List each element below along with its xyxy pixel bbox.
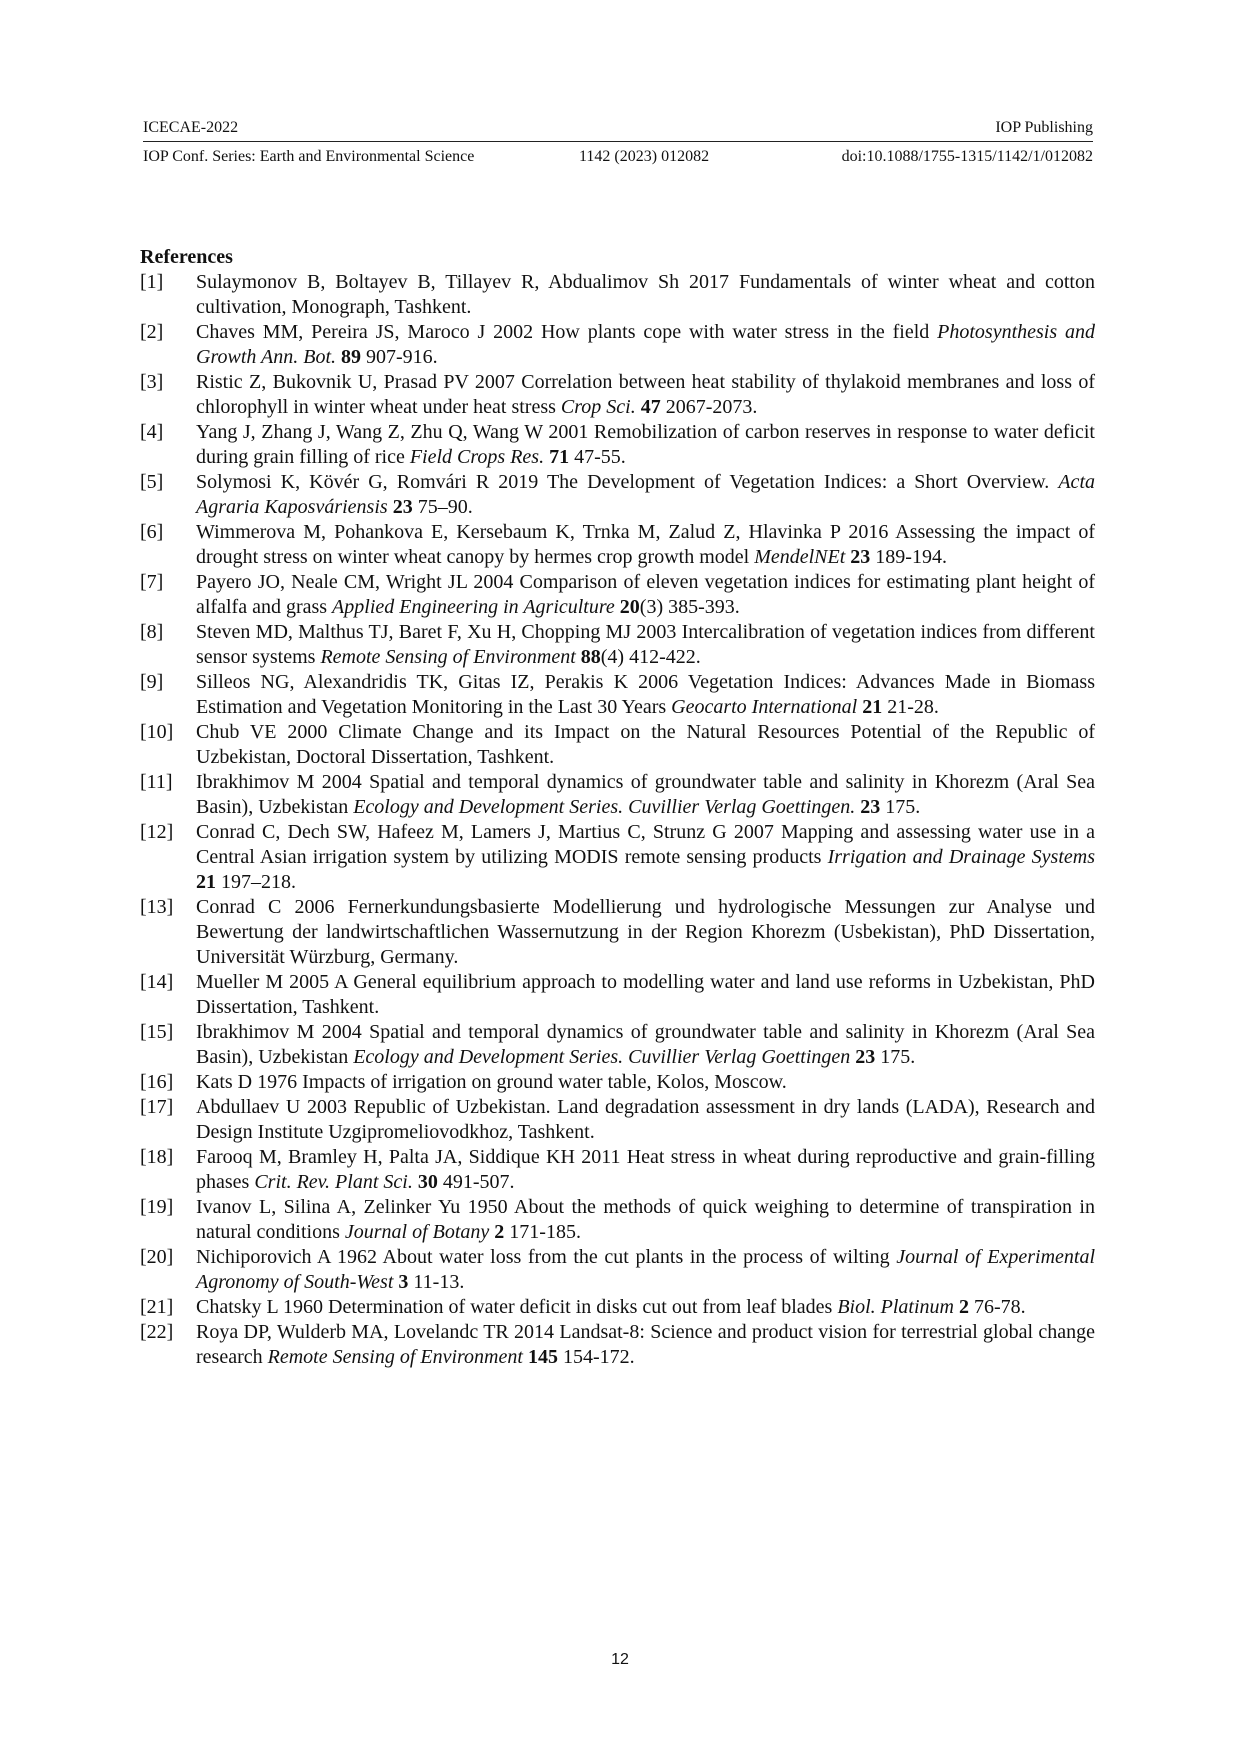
reference-item (140, 770, 1095, 820)
reference-segment: Ibrakhimov M 2004 Spatial and temporal dynamics of groundwater table and salinity in Khorezm (Aral Sea Basin), Uzbekistan (196, 771, 1095, 818)
volume-number: 30 (417, 1171, 438, 1193)
reference-number: [1] (140, 271, 164, 293)
reference-number: [10] (140, 721, 174, 743)
journal-title: MendelNEt (754, 546, 846, 568)
reference-number: [21] (140, 1296, 174, 1318)
volume-number: 21 (196, 871, 216, 893)
reference-text (196, 570, 1095, 620)
reference-segment: (4) 412-422. (600, 646, 701, 668)
conference-name: ICECAE-2022 (143, 119, 239, 136)
reference-segment: 21-28. (882, 696, 939, 718)
journal-title: Photosynthesis and Growth Ann. Bot. (196, 321, 1095, 368)
reference-number: [16] (140, 1071, 174, 1093)
journal-title: Journal of Experimental Agronomy of South-West (196, 1246, 1095, 1293)
reference-text (196, 770, 1095, 820)
reference-item (140, 720, 1095, 770)
reference-segment: Chaves MM, Pereira JS, Maroco J 2002 How plants cope with water stress in the field (196, 321, 938, 343)
reference-text (196, 670, 1095, 720)
volume-number: 2 (959, 1296, 969, 1318)
reference-item (140, 1020, 1095, 1070)
publisher-name: IOP Publishing (995, 119, 1093, 136)
reference-segment: Kats D 1976 Impacts of irrigation on ground water table, Kolos, Moscow. (196, 1071, 787, 1093)
reference-segment: 491-507. (437, 1171, 515, 1193)
reference-item (140, 620, 1095, 670)
reference-item (140, 470, 1095, 520)
reference-text (196, 520, 1095, 570)
volume-number: 23 (850, 546, 871, 568)
journal-title: Field Crops Res. (409, 446, 545, 468)
volume-number: 23 (392, 496, 413, 518)
reference-number: [19] (140, 1196, 174, 1218)
page-number: 12 (611, 1651, 629, 1668)
reference-item (140, 270, 1095, 320)
reference-segment: 175. (880, 796, 921, 818)
reference-segment: (3) 385-393. (639, 596, 740, 618)
reference-text (196, 320, 1095, 370)
reference-text (196, 470, 1095, 520)
journal-title: Biol. Platinum (837, 1296, 954, 1318)
reference-segment: 175. (875, 1046, 916, 1068)
reference-item (140, 1195, 1095, 1245)
journal-title: Applied Engineering in Agriculture (332, 596, 615, 618)
reference-segment: Sulaymonov B, Boltayev B, Tillayev R, Abdualimov Sh 2017 Fundamentals of winter wheat and cotton cultivation, Monograph, Tashkent. (196, 271, 1095, 318)
volume-info: 1142 (2023) 012082 (579, 148, 710, 165)
reference-text (196, 1145, 1095, 1195)
reference-item (140, 1145, 1095, 1195)
reference-text (196, 970, 1095, 1020)
journal-title: Irrigation and Drainage Systems (827, 846, 1095, 868)
reference-segment: Ivanov L, Silina A, Zelinker Yu 1950 About the methods of quick weighing to determine of transpiration in natural conditions (196, 1196, 1095, 1243)
reference-number: [6] (140, 521, 164, 543)
reference-number: [8] (140, 621, 164, 643)
reference-number: [7] (140, 571, 164, 593)
reference-number: [20] (140, 1246, 174, 1268)
header-bottom-row (143, 145, 1093, 169)
reference-segment: Ristic Z, Bukovnik U, Prasad PV 2007 Correlation between heat stability of thylakoid membranes and loss of chlorophyll in winter wheat under heat stress (196, 371, 1095, 418)
reference-segment: Conrad C, Dech SW, Hafeez M, Lamers J, Martius C, Strunz G 2007 Mapping and assessing water use in a Central Asian irrigation system by utilizing MODIS remote sensing products (196, 821, 1095, 868)
reference-item (140, 520, 1095, 570)
reference-segment: 154-172. (557, 1346, 635, 1368)
journal-title: Remote Sensing of Environment (320, 646, 576, 668)
reference-segment: 47-55. (569, 446, 626, 468)
reference-text (196, 1020, 1095, 1070)
reference-segment: 2067-2073. (660, 396, 758, 418)
reference-number: [22] (140, 1321, 174, 1343)
volume-number: 3 (398, 1271, 409, 1293)
reference-segment: 11-13. (408, 1271, 465, 1293)
reference-item (140, 370, 1095, 420)
journal-title: Ecology and Development Series. Cuvillier Verlag Goettingen (353, 1046, 851, 1068)
reference-text (196, 270, 1095, 320)
volume-number: 145 (527, 1346, 558, 1368)
reference-text (196, 720, 1095, 770)
reference-text (196, 820, 1095, 895)
volume-number: 23 (855, 1046, 876, 1068)
references-list (140, 270, 1095, 1370)
volume-number: 89 (341, 346, 362, 368)
reference-item (140, 1245, 1095, 1295)
reference-item (140, 670, 1095, 720)
reference-text (196, 370, 1095, 420)
reference-item (140, 320, 1095, 370)
journal-title: Crop Sci. (560, 396, 636, 418)
reference-segment: 197–218. (216, 871, 296, 893)
reference-segment: Nichiporovich A 1962 About water loss from the cut plants in the process of wilting (196, 1246, 897, 1268)
volume-number: 88 (580, 646, 601, 668)
journal-title: Geocarto International (671, 696, 858, 718)
doi-link[interactable]: doi:10.1088/1755-1315/1142/1/012082 (841, 148, 1093, 165)
reference-item (140, 1070, 1095, 1095)
reference-text (196, 1295, 1095, 1320)
reference-number: [9] (140, 671, 164, 693)
journal-title: Acta Agraria Kaposváriensis (196, 471, 1095, 518)
references-heading: References (140, 246, 233, 268)
header-top-row (143, 117, 1093, 139)
journal-title: Journal of Botany (344, 1221, 490, 1243)
journal-series: IOP Conf. Series: Earth and Environmental Science (143, 148, 475, 165)
reference-number: [17] (140, 1096, 174, 1118)
reference-number: [13] (140, 896, 174, 918)
volume-number: 2 (494, 1221, 505, 1243)
reference-segment: 171-185. (504, 1221, 581, 1243)
reference-segment: Yang J, Zhang J, Wang Z, Zhu Q, Wang W 2001 Remobilization of carbon reserves in response to water deficit during grain filling of rice (196, 421, 1095, 468)
reference-number: [11] (140, 771, 173, 793)
reference-segment: Conrad C 2006 Fernerkundungsbasierte Modellierung und hydrologische Messungen zur Analyse und Bewertung der landwirtschaftlichen Wassernutzung in der Region Khorezm (Usbekistan), PhD Dissertation, Universität Würzburg, Germany. (196, 896, 1095, 968)
reference-number: [14] (140, 971, 174, 993)
reference-segment: Solymosi K, Kövér G, Romvári R 2019 The Development of Vegetation Indices: a Short Overview. (196, 471, 1059, 493)
reference-number: [2] (140, 321, 164, 343)
reference-segment: 189-194. (870, 546, 947, 568)
reference-item (140, 1095, 1095, 1145)
reference-text (196, 620, 1095, 670)
reference-item (140, 1320, 1095, 1370)
reference-item (140, 820, 1095, 895)
reference-segment: Abdullaev U 2003 Republic of Uzbekistan. Land degradation assessment in dry lands (LADA), Research and Design Institute Uzgipromeliovodkhoz, Tashkent. (196, 1096, 1095, 1143)
journal-title: Crit. Rev. Plant Sci. (254, 1171, 413, 1193)
reference-segment: Payero JO, Neale CM, Wright JL 2004 Comparison of eleven vegetation indices for estimating plant height of alfalfa and grass (196, 571, 1095, 618)
reference-number: [5] (140, 471, 164, 493)
volume-number: 71 (549, 446, 570, 468)
reference-segment: Silleos NG, Alexandridis TK, Gitas IZ, Perakis K 2006 Vegetation Indices: Advances Made in Biomass Estimation and Vegetation Monitoring in the Last 30 Years (196, 671, 1095, 718)
running-header (143, 117, 1093, 169)
reference-text (196, 1070, 1095, 1095)
reference-text (196, 1245, 1095, 1295)
reference-segment: Wimmerova M, Pohankova E, Kersebaum K, Trnka M, Zalud Z, Hlavinka P 2016 Assessing the impact of drought stress on winter wheat canopy by hermes crop growth model (196, 521, 1095, 568)
reference-segment: Farooq M, Bramley H, Palta JA, Siddique KH 2011 Heat stress in wheat during reproductive and grain-filling phases (196, 1146, 1095, 1193)
reference-segment: 76-78. (969, 1296, 1026, 1318)
volume-number: 23 (860, 796, 881, 818)
reference-segment: Roya DP, Wulderb MA, Lovelandc TR 2014 Landsat-8: Science and product vision for terrestrial global change research (196, 1321, 1095, 1368)
reference-segment: 907-916. (361, 346, 438, 368)
reference-number: [4] (140, 421, 164, 443)
reference-segment: 75–90. (412, 496, 473, 518)
volume-number: 20 (619, 596, 640, 618)
volume-number: 21 (862, 696, 883, 718)
reference-number: [15] (140, 1021, 174, 1043)
reference-text (196, 895, 1095, 970)
reference-number: [3] (140, 371, 164, 393)
reference-number: [18] (140, 1146, 174, 1168)
reference-segment: Steven MD, Malthus TJ, Baret F, Xu H, Chopping MJ 2003 Intercalibration of vegetation indices from different sensor systems (196, 621, 1095, 668)
reference-item (140, 420, 1095, 470)
volume-number: 47 (640, 396, 661, 418)
reference-item (140, 1295, 1095, 1320)
reference-item (140, 570, 1095, 620)
reference-text (196, 420, 1095, 470)
journal-title: Remote Sensing of Environment (267, 1346, 523, 1368)
reference-text (196, 1095, 1095, 1145)
references-section (140, 245, 1095, 1370)
reference-item (140, 895, 1095, 970)
reference-text (196, 1195, 1095, 1245)
reference-segment: Mueller M 2005 A General equilibrium approach to modelling water and land use reforms in Uzbekistan, PhD Dissertation, Tashkent. (196, 971, 1095, 1018)
journal-title: Ecology and Development Series. Cuvillier Verlag Goettingen. (353, 796, 856, 818)
reference-segment: Chub VE 2000 Climate Change and its Impact on the Natural Resources Potential of the Republic of Uzbekistan, Doctoral Dissertation, Tashkent. (196, 721, 1095, 768)
reference-item (140, 970, 1095, 1020)
reference-text (196, 1320, 1095, 1370)
reference-segment: Chatsky L 1960 Determination of water deficit in disks cut out from leaf blades (196, 1296, 838, 1318)
reference-segment: Ibrakhimov M 2004 Spatial and temporal dynamics of groundwater table and salinity in Khorezm (Aral Sea Basin), Uzbekistan (196, 1021, 1095, 1068)
reference-number: [12] (140, 821, 174, 843)
header-rule (143, 141, 1093, 142)
